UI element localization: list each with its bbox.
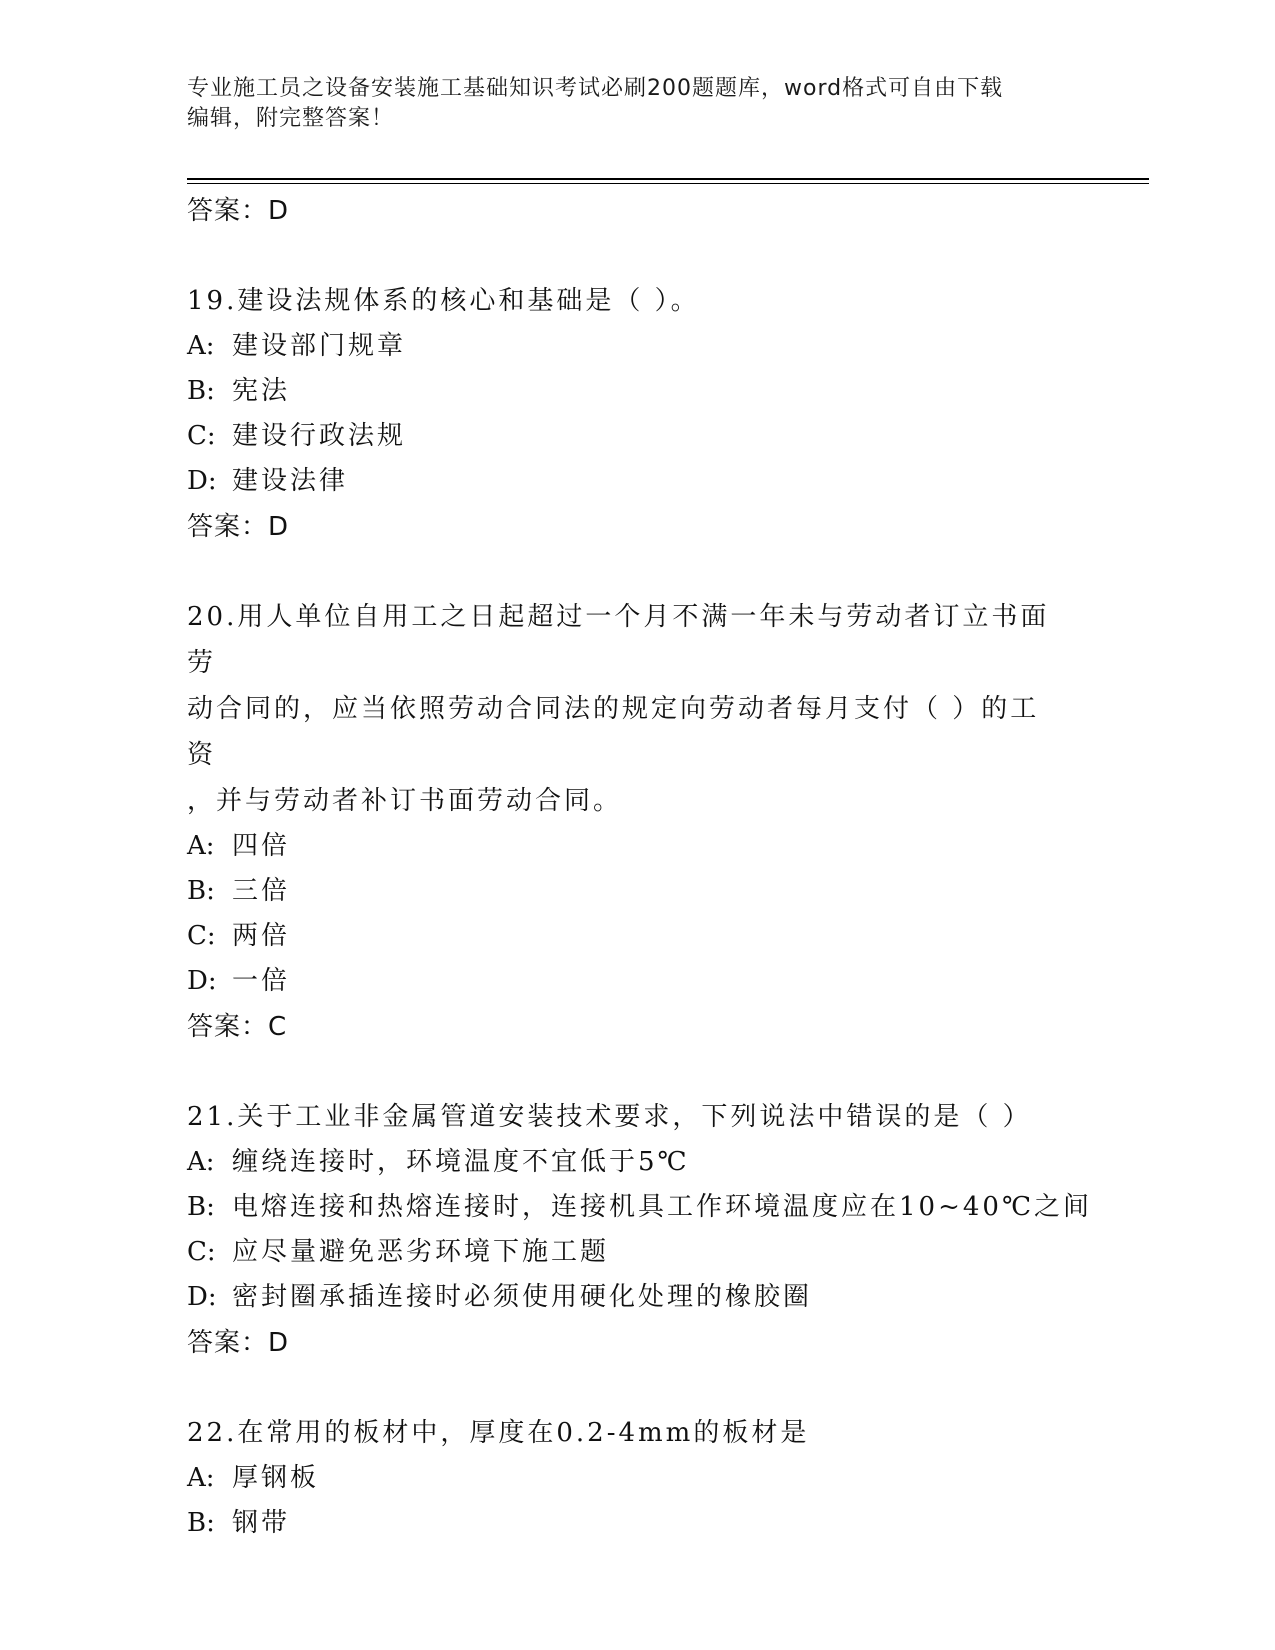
- option-b: B: 电熔连接和热熔连接时，连接机具工作环境温度应在10~40℃之间: [187, 1192, 1093, 1222]
- question-text: 21.关于工业非金属管道安装技术要求，下列说法中错误的是（ ）: [187, 1102, 1032, 1132]
- answer-line: 答案：C: [187, 1012, 288, 1042]
- option-a: A: 建设部门规章: [187, 331, 407, 361]
- answer-line: 答案：D: [187, 1328, 290, 1358]
- option-b: B: 宪法: [187, 376, 291, 406]
- option-c: C: 两倍: [187, 921, 291, 951]
- option-c: C: 应尽量避免恶劣环境下施工题: [187, 1237, 610, 1267]
- question-text: 22.在常用的板材中，厚度在0.2-4mm的板材是: [187, 1418, 810, 1448]
- option-a: A: 四倍: [187, 831, 291, 861]
- option-d: D: 一倍: [187, 966, 291, 996]
- answer-line: 答案：D: [187, 512, 290, 542]
- option-a: A: 缠绕连接时，环境温度不宜低于5℃: [187, 1147, 690, 1177]
- option-b: B: 钢带: [187, 1508, 291, 1538]
- option-d: D: 建设法律: [187, 466, 349, 496]
- question-block-21: [187, 1094, 1093, 1366]
- header-line-2: 编辑，附完整答案！: [187, 106, 395, 131]
- option-d: D: 密封圈承插连接时必须使用硬化处理的橡胶圈: [187, 1282, 813, 1312]
- option-a: A: 厚钢板: [187, 1463, 320, 1493]
- question-block-19: [187, 278, 1087, 550]
- document-header: [187, 74, 1067, 134]
- header-line-1: 专业施工员之设备安装施工基础知识考试必刷200题题库，word格式可自由下载: [187, 76, 1004, 101]
- document-body: [187, 188, 1093, 1546]
- question-text: 19.建设法规体系的核心和基础是（ ）。: [187, 286, 700, 316]
- question-block-20: [187, 594, 1087, 1050]
- option-b: B: 三倍: [187, 876, 291, 906]
- header-rule-thin: [187, 183, 1149, 184]
- question-block-22: [187, 1410, 1087, 1546]
- question-text: 20.用人单位自用工之日起超过一个月不满一年未与劳动者订立书面劳 动合同的，应当依照劳动合同法的规定向劳动者每月支付（ ）的工资 ，并与劳动者补订书面劳动合同。: [187, 602, 1050, 816]
- answer-line: 答案：D: [187, 196, 290, 226]
- header-rule-thick: [187, 178, 1149, 180]
- option-c: C: 建设行政法规: [187, 421, 407, 451]
